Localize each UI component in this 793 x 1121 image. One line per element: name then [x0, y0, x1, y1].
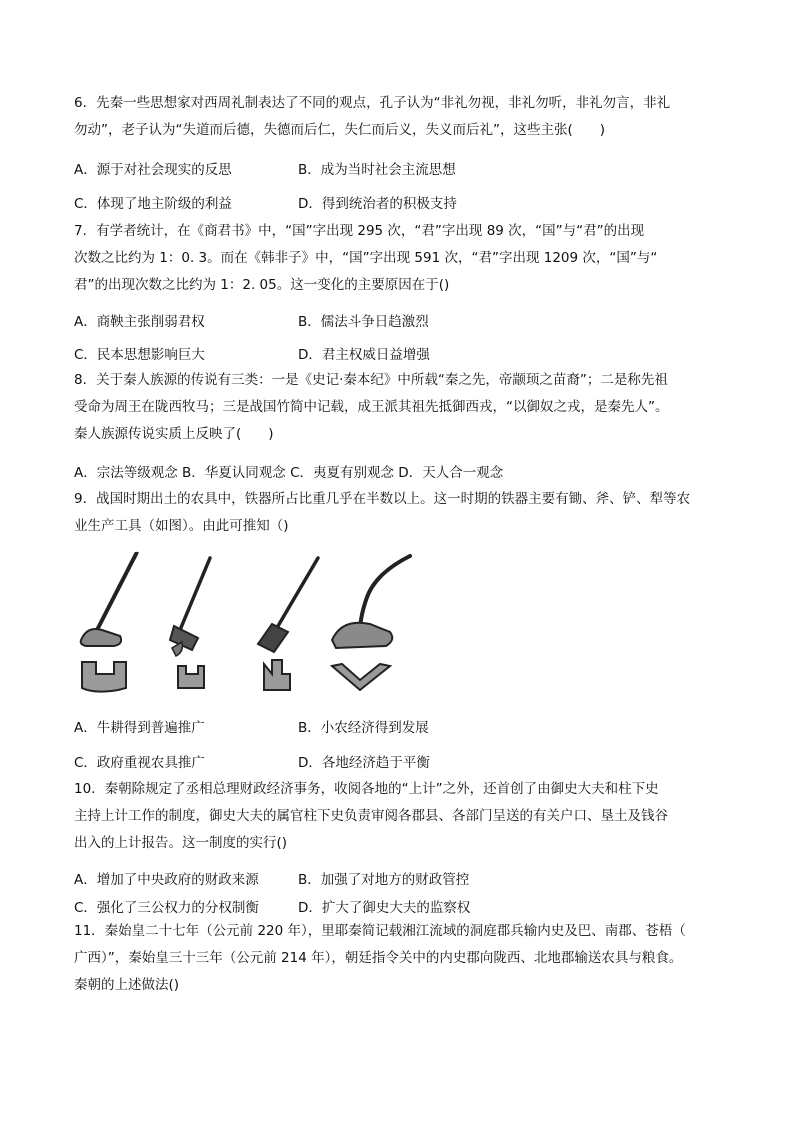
question-stem-line: 广西）”，秦始皇三十三年（公元前 214 年），朝廷指令关中的内史郡向陇西、北地郡输送农具与粮食。	[74, 950, 683, 966]
question-7-options-row-2	[74, 343, 724, 363]
question-6-options-row-2	[74, 192, 724, 212]
question-10-stem	[74, 776, 724, 857]
hoe-tool-icon	[81, 552, 138, 692]
option-b[interactable]: B．小农经济得到发展	[298, 720, 429, 736]
option-b[interactable]: B．成为当时社会主流思想	[298, 162, 456, 178]
option-c[interactable]: C．民本思想影响巨大	[74, 347, 205, 363]
question-9-options-row-1	[74, 716, 724, 736]
option-d[interactable]: D．君主权威日益增强	[298, 347, 430, 363]
axe-tool-icon	[170, 558, 210, 688]
question-7-stem	[74, 218, 724, 299]
question-6-stem	[74, 90, 724, 144]
question-stem-line: 秦朝的上述做法()	[74, 977, 180, 993]
question-stem-line: 8．关于秦人族源的传说有三类：一是《史记·秦本纪》中所载“秦之先，帝颛顼之苗裔”；二是称先祖	[74, 372, 668, 388]
spade-tool-icon	[258, 558, 318, 690]
question-7-options-row-1	[74, 310, 724, 330]
question-10-options-row-2	[74, 896, 724, 916]
question-6-options-row-1	[74, 158, 724, 178]
question-stem-line: 10．秦朝除规定了丞相总理财政经济事务，收阅各地的“上计”之外，还首创了由御史大夫和柱下史	[74, 781, 659, 797]
question-stem-line: 11．秦始皇二十七年（公元前 220 年），里耶秦简记载湘江流域的洞庭郡兵输内史及巴、南郡、苍梧（	[74, 923, 686, 939]
option-c[interactable]: C．体现了地主阶级的利益	[74, 196, 232, 212]
question-stem-line: 7．有学者统计，在《商君书》中，“国”字出现 295 次，“君”字出现 89 次，“国”与“君”的出现	[74, 223, 645, 239]
option-d[interactable]: D．得到统治者的积极支持	[298, 196, 457, 212]
iron-tools-figure	[74, 548, 414, 704]
question-stem-line: 次数之比约为 1：0. 3。而在《韩非子》中，“国”字出现 591 次，“君”字出现 1209 次，“国”与“	[74, 250, 658, 266]
question-stem-line: 9．战国时期出土的农具中，铁器所占比重几乎在半数以上。这一时期的铁器主要有锄、斧、铲、犁等农	[74, 491, 691, 507]
question-stem-line: 出入的上计报告。这一制度的实行()	[74, 835, 288, 851]
question-stem-line: 业生产工具（如图）。由此可推知（)	[74, 518, 289, 534]
option-b[interactable]: B．儒法斗争日趋激烈	[298, 314, 429, 330]
option-a[interactable]: A．牛耕得到普遍推广	[74, 720, 205, 736]
question-stem-line: 秦人族源传说实质上反映了( )	[74, 426, 274, 442]
option-c[interactable]: C．强化了三公权力的分权制衡	[74, 900, 259, 916]
question-stem-line: 君”的出现次数之比约为 1：2. 05。这一变化的主要原因在于()	[74, 277, 450, 293]
question-8-options[interactable]: A．宗法等级观念 B．华夏认同观念 C．夷夏有别观念 D．天人合一观念	[74, 465, 504, 481]
option-b[interactable]: B．加强了对地方的财政管控	[298, 872, 470, 888]
question-stem-line: 受命为周王在陇西牧马；三是战国竹简中记载，成王派其祖先抵御西戎，“以御奴之戎，是秦先人”。	[74, 399, 669, 415]
option-a[interactable]: A．源于对社会现实的反思	[74, 162, 232, 178]
option-a[interactable]: A．商鞅主张削弱君权	[74, 314, 205, 330]
option-d[interactable]: D．各地经济趋于平衡	[298, 755, 430, 771]
question-stem-line: 6．先秦一些思想家对西周礼制表达了不同的观点，孔子认为“非礼勿视，非礼勿听，非礼勿言，非礼	[74, 95, 671, 111]
question-8-stem	[74, 367, 724, 448]
question-stem-line: 勿动”，老子认为“失道而后德，失德而后仁，失仁而后义，失义而后礼”，这些主张( )	[74, 122, 606, 138]
question-9-stem	[74, 486, 724, 540]
plough-tool-icon	[332, 556, 410, 690]
option-a[interactable]: A．增加了中央政府的财政来源	[74, 872, 259, 888]
question-11-stem	[74, 918, 724, 999]
question-stem-line: 主持上计工作的制度，御史大夫的属官柱下史负责审阅各郡县、各部门呈送的有关户口、垦土及钱谷	[74, 808, 668, 824]
question-10-options-row-1	[74, 868, 724, 888]
option-d[interactable]: D．扩大了御史大夫的监察权	[298, 900, 471, 916]
question-9-options-row-2	[74, 751, 724, 771]
option-c[interactable]: C．政府重视农具推广	[74, 755, 205, 771]
